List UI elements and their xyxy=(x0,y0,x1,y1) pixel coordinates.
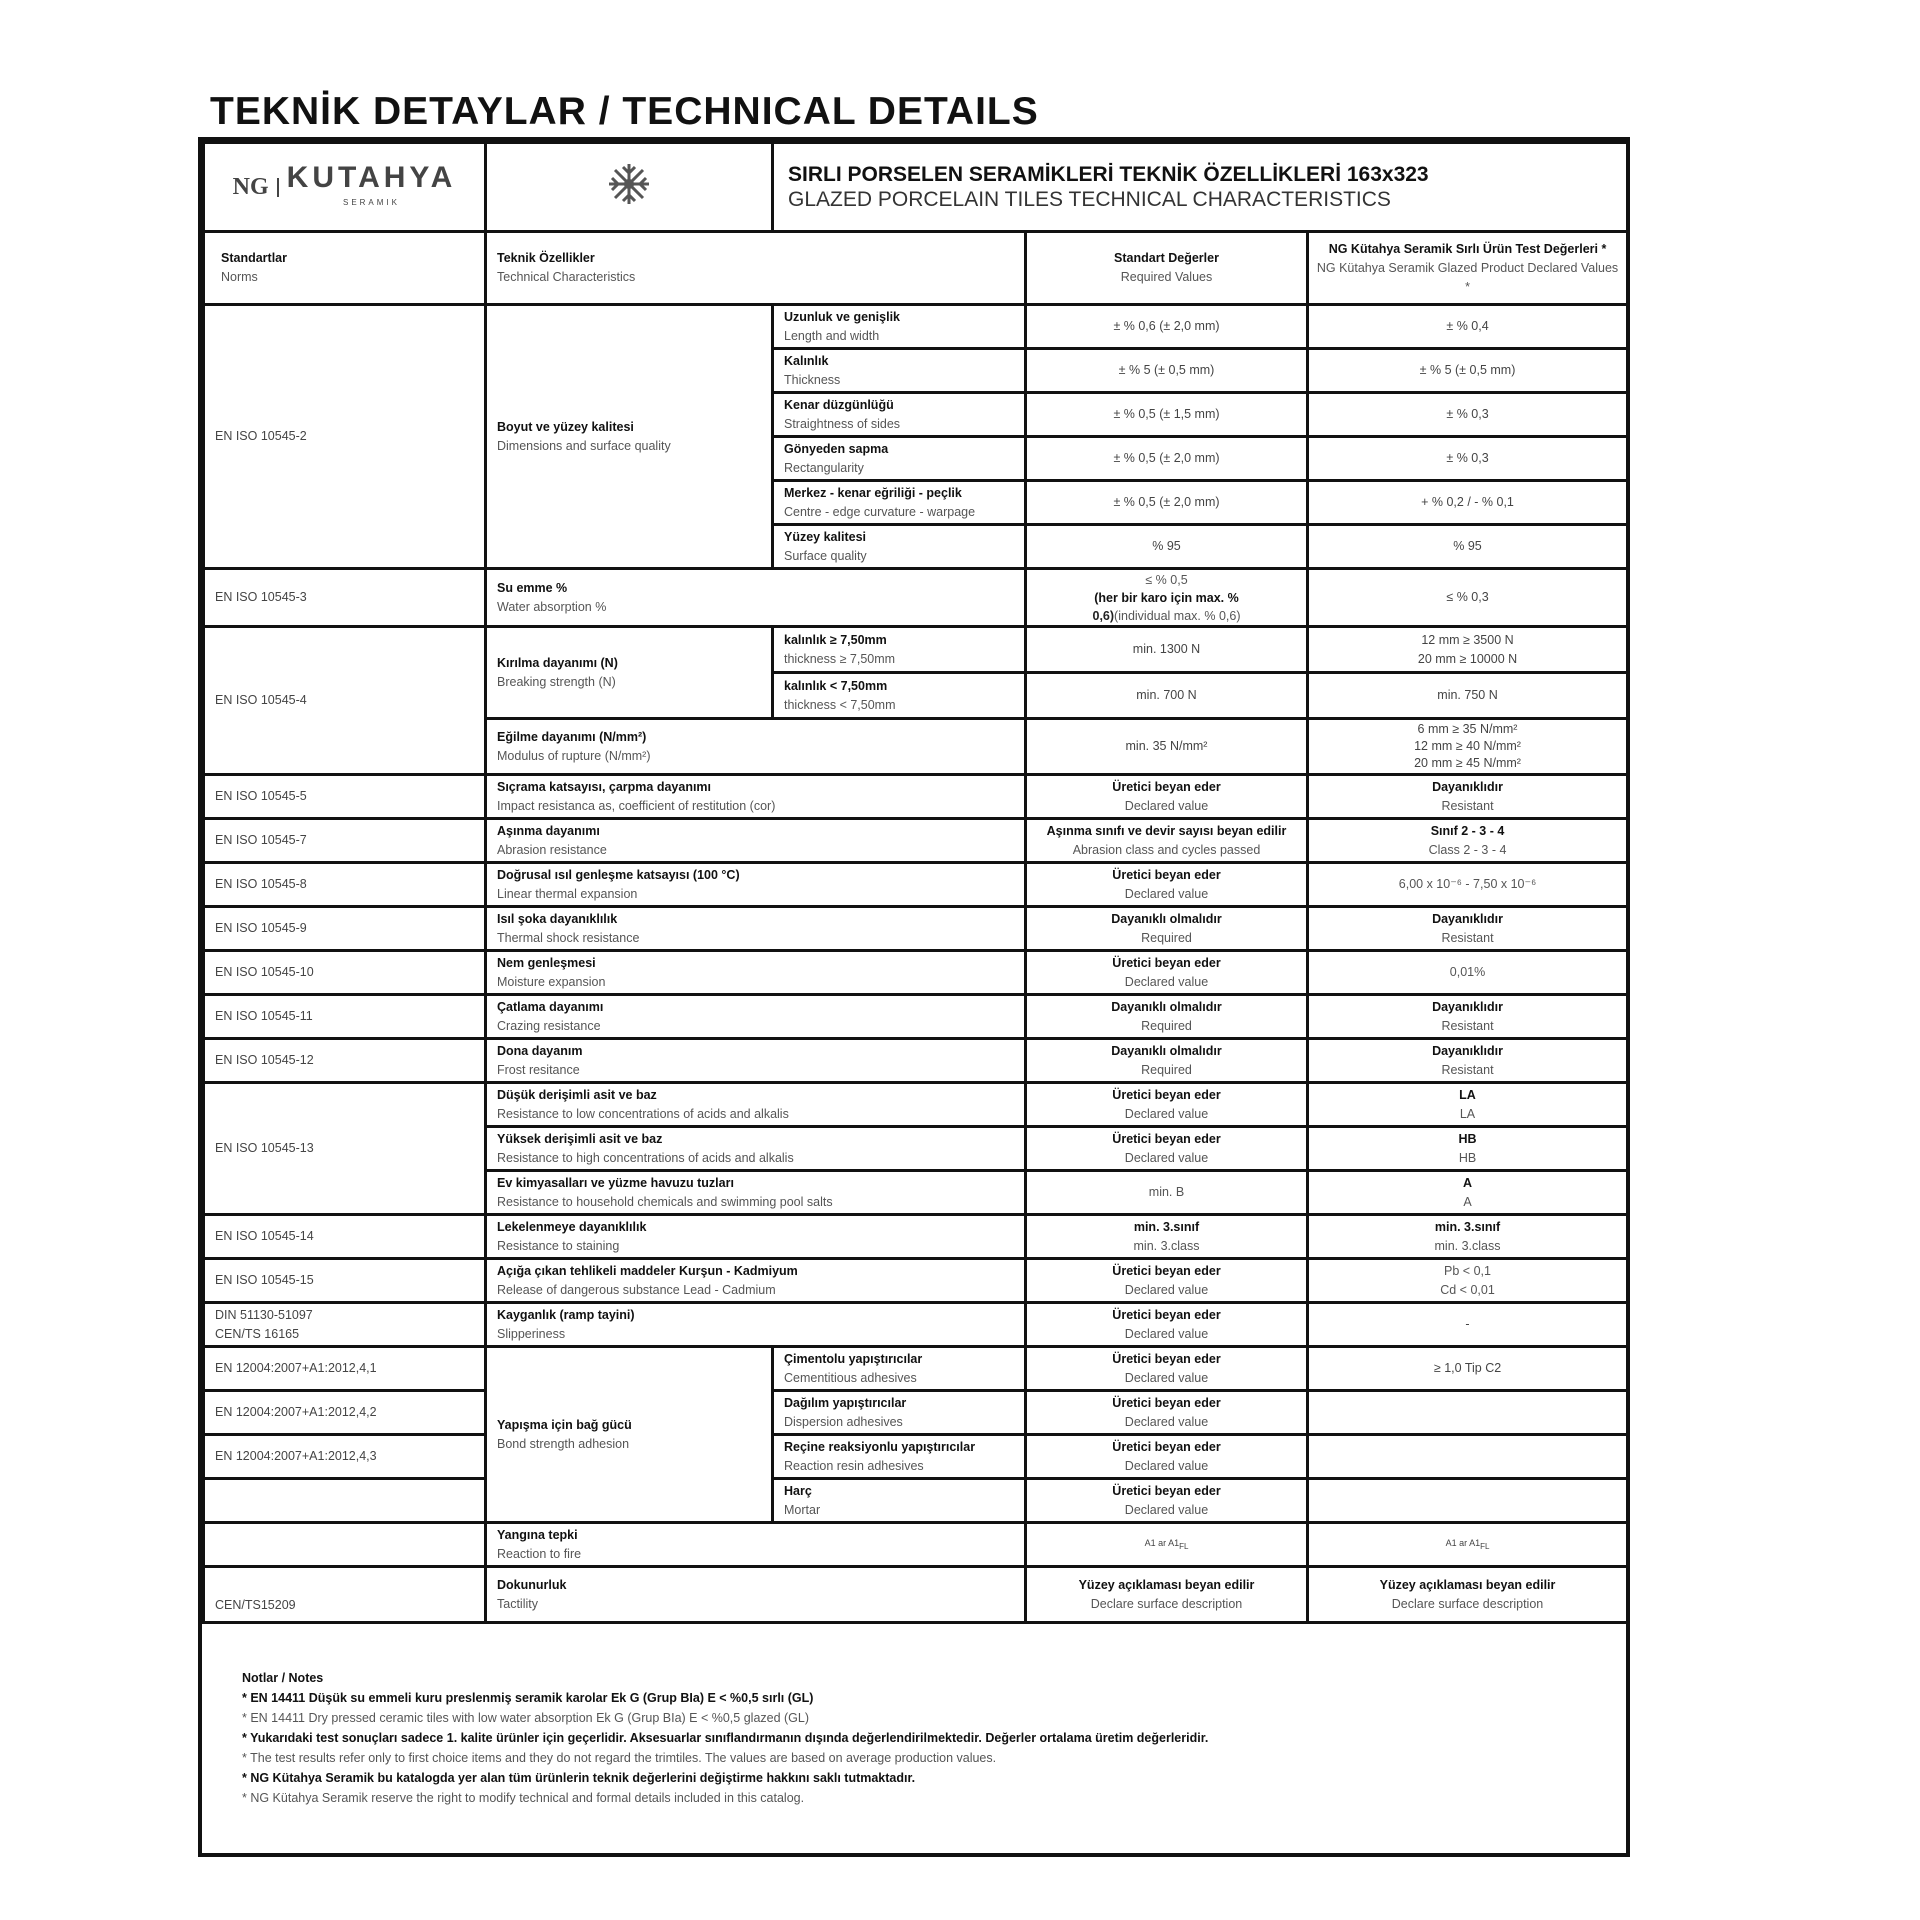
declared-value: A A xyxy=(1308,1171,1628,1215)
col-header-required: Standart Değerler Required Values xyxy=(1026,232,1308,305)
note-2-tr: * Yukarıdaki test sonuçları sadece 1. kalite ürünler için geçerlidir. Aksesuarlar sınıflandırmanın dışında değerlendirilmektedir. Değerler ortalama üretim değerleridir. xyxy=(242,1731,1209,1745)
required-value: Üretici beyan eder Declared value xyxy=(1026,863,1308,907)
declared-value: 0,01% xyxy=(1308,951,1628,995)
notes-section xyxy=(242,1668,1208,1808)
required-value: Dayanıklı olmalıdır Required xyxy=(1026,907,1308,951)
norm-cell: EN 12004:2007+A1:2012,4,1 xyxy=(204,1347,486,1391)
required-value: min. B xyxy=(1026,1171,1308,1215)
required-value: ± % 0,6 (± 2,0 mm) xyxy=(1026,305,1308,349)
declared-value: ≤ % 0,3 xyxy=(1308,569,1628,627)
property-cell: Dona dayanım Frost resitance xyxy=(486,1039,1026,1083)
property-cell: Aşınma dayanımı Abrasion resistance xyxy=(486,819,1026,863)
subproperty-cell: Yüzey kalitesi Surface quality xyxy=(773,525,1026,569)
required-value: min. 1300 N xyxy=(1026,627,1308,673)
col-header-technical: Teknik Özellikler Technical Characteristics xyxy=(486,232,1026,305)
subproperty-cell: kalınlık ≥ 7,50mm thickness ≥ 7,50mm xyxy=(773,627,1026,673)
required-value: Üretici beyan eder Declared value xyxy=(1026,951,1308,995)
table-row xyxy=(204,1435,1628,1479)
table-row xyxy=(204,569,1628,627)
norm-cell: EN ISO 10545-10 xyxy=(204,951,486,995)
declared-value: ± % 0,3 xyxy=(1308,437,1628,481)
table-head-row xyxy=(204,143,1628,232)
declared-value: % 95 xyxy=(1308,525,1628,569)
declared-value: 12 mm ≥ 3500 N 20 mm ≥ 10000 N xyxy=(1308,627,1628,673)
declared-value xyxy=(1308,1435,1628,1479)
note-1-en: * EN 14411 Dry pressed ceramic tiles with low water absorption Ek G (Grup BIa) E < %0,5 glazed (GL) xyxy=(242,1711,810,1725)
table-title-en: GLAZED PORCELAIN TILES TECHNICAL CHARACTERISTICS xyxy=(788,188,1391,211)
declared-value: Sınıf 2 - 3 - 4 Class 2 - 3 - 4 xyxy=(1308,819,1628,863)
norm-cell: EN ISO 10545-2 xyxy=(204,305,486,569)
table-row xyxy=(204,1567,1628,1623)
property-cell: Düşük derişimli asit ve baz Resistance to low concentrations of acids and alkalis xyxy=(486,1083,1026,1127)
norm-cell: EN ISO 10545-3 xyxy=(204,569,486,627)
declared-value: ± % 0,3 xyxy=(1308,393,1628,437)
property-cell: Doğrusal ısıl genleşme katsayısı (100 °C) Linear thermal expansion xyxy=(486,863,1026,907)
required-value: Üretici beyan eder Declared value xyxy=(1026,1259,1308,1303)
norm-cell: EN ISO 10545-4 xyxy=(204,627,486,775)
norm-cell: EN ISO 10545-7 xyxy=(204,819,486,863)
required-value: ± % 0,5 (± 2,0 mm) xyxy=(1026,481,1308,525)
declared-value: min. 3.sınıf min. 3.class xyxy=(1308,1215,1628,1259)
declared-value: Yüzey açıklaması beyan edilir Declare surface description xyxy=(1308,1567,1628,1623)
subproperty-cell: Uzunluk ve genişlik Length and width xyxy=(773,305,1026,349)
table-row xyxy=(204,819,1628,863)
table-row xyxy=(204,863,1628,907)
norm-cell: CEN/TS15209 xyxy=(204,1567,486,1623)
declared-value: LA LA xyxy=(1308,1083,1628,1127)
declared-value: - xyxy=(1308,1303,1628,1347)
subproperty-cell: Dağılım yapıştırıcılar Dispersion adhesives xyxy=(773,1391,1026,1435)
norm-cell: DIN 51130-51097 CEN/TS 16165 xyxy=(204,1303,486,1347)
required-value: Üretici beyan eder Declared value xyxy=(1026,1347,1308,1391)
declared-value: ± % 5 (± 0,5 mm) xyxy=(1308,349,1628,393)
subproperty-cell: Merkez - kenar eğriliği - peçlik Centre - edge curvature - warpage xyxy=(773,481,1026,525)
property-cell: Nem genleşmesi Moisture expansion xyxy=(486,951,1026,995)
required-value: ± % 0,5 (± 2,0 mm) xyxy=(1026,437,1308,481)
required-value: Yüzey açıklaması beyan edilir Declare surface description xyxy=(1026,1567,1308,1623)
required-value: Dayanıklı olmalıdır Required xyxy=(1026,1039,1308,1083)
table-row xyxy=(204,1479,1628,1523)
property-cell: Çatlama dayanımı Crazing resistance xyxy=(486,995,1026,1039)
required-value: min. 700 N xyxy=(1026,673,1308,719)
required-value: Üretici beyan eder Declared value xyxy=(1026,1435,1308,1479)
subproperty-cell: Reçine reaksiyonlu yapıştırıcılar Reaction resin adhesives xyxy=(773,1435,1026,1479)
required-value: Üretici beyan eder Declared value xyxy=(1026,1127,1308,1171)
brand-logo xyxy=(232,160,457,212)
declared-value: Dayanıklıdır Resistant xyxy=(1308,1039,1628,1083)
table-row xyxy=(204,305,1628,349)
subproperty-cell: Harç Mortar xyxy=(773,1479,1026,1523)
logo-ng: NG xyxy=(233,178,279,197)
declared-value: ± % 0,4 xyxy=(1308,305,1628,349)
declared-value: Dayanıklıdır Resistant xyxy=(1308,907,1628,951)
declared-value: A1 ar A1FL xyxy=(1308,1523,1628,1567)
required-value: Dayanıklı olmalıdır Required xyxy=(1026,995,1308,1039)
norm-cell: EN ISO 10545-15 xyxy=(204,1259,486,1303)
logo-sub: SERAMIK xyxy=(342,197,400,207)
technical-table xyxy=(202,141,1629,1624)
note-3-tr: * NG Kütahya Seramik bu katalogda yer alan tüm ürünlerin teknik değerlerini değiştirme hakkını saklı tutmaktadır. xyxy=(242,1771,916,1785)
column-header-row xyxy=(204,232,1628,305)
table-row xyxy=(204,1303,1628,1347)
property-cell: Isıl şoka dayanıklılık Thermal shock resistance xyxy=(486,907,1026,951)
required-value: ± % 0,5 (± 1,5 mm) xyxy=(1026,393,1308,437)
table-row xyxy=(204,951,1628,995)
declared-value: 6,00 x 10⁻⁶ - 7,50 x 10⁻⁶ xyxy=(1308,863,1628,907)
norm-cell: EN 12004:2007+A1:2012,4,3 xyxy=(204,1435,486,1479)
declared-value: Dayanıklıdır Resistant xyxy=(1308,775,1628,819)
property-cell: Yapışma için bağ gücü Bond strength adhesion xyxy=(486,1347,773,1523)
property-cell: Lekelenmeye dayanıklılık Resistance to staining xyxy=(486,1215,1026,1259)
table-row xyxy=(204,995,1628,1039)
col-header-declared: NG Kütahya Seramik Sırlı Ürün Test Değerleri * NG Kütahya Seramik Glazed Product Declared Values * xyxy=(1308,232,1628,305)
declared-value xyxy=(1308,1391,1628,1435)
logo-brand: KUTAHYA xyxy=(286,160,457,194)
property-cell: Sıçrama katsayısı, çarpma dayanımı Impact resistanca as, coefficient of restitution (cor) xyxy=(486,775,1026,819)
table-row xyxy=(204,1391,1628,1435)
declared-value: 6 mm ≥ 35 N/mm² 12 mm ≥ 40 N/mm² 20 mm ≥ 45 N/mm² xyxy=(1308,719,1628,775)
required-value: Üretici beyan eder Declared value xyxy=(1026,1479,1308,1523)
declared-value: + % 0,2 / - % 0,1 xyxy=(1308,481,1628,525)
subproperty-cell: kalınlık < 7,50mm thickness < 7,50mm xyxy=(773,673,1026,719)
property-cell: Açığa çıkan tehlikeli maddeler Kurşun - Kadmiyum Release of dangerous substance Lead - Cadmium xyxy=(486,1259,1026,1303)
declared-value: Dayanıklıdır Resistant xyxy=(1308,995,1628,1039)
required-value: min. 35 N/mm² xyxy=(1026,719,1308,775)
subproperty-cell: Kalınlık Thickness xyxy=(773,349,1026,393)
property-cell: Kırılma dayanımı (N) Breaking strength (N) xyxy=(486,627,773,719)
declared-value: Pb < 0,1 Cd < 0,01 xyxy=(1308,1259,1628,1303)
required-value: % 95 xyxy=(1026,525,1308,569)
subproperty-cell: Kenar düzgünlüğü Straightness of sides xyxy=(773,393,1026,437)
required-value: Üretici beyan eder Declared value xyxy=(1026,1083,1308,1127)
col-header-norms: Standartlar Norms xyxy=(204,232,486,305)
table-row xyxy=(204,1347,1628,1391)
table-row xyxy=(204,775,1628,819)
table-title-tr: SIRLI PORSELEN SERAMİKLERİ TEKNİK ÖZELLİKLERİ 163x323 xyxy=(788,163,1429,186)
property-cell: Yangına tepki Reaction to fire xyxy=(486,1523,1026,1567)
notes-title: Notlar / Notes xyxy=(242,1671,324,1685)
snowflake-icon xyxy=(606,161,652,207)
norm-cell: EN ISO 10545-11 xyxy=(204,995,486,1039)
norm-cell: EN 12004:2007+A1:2012,4,2 xyxy=(204,1391,486,1435)
table-row xyxy=(204,1259,1628,1303)
required-value: Üretici beyan eder Declared value xyxy=(1026,775,1308,819)
technical-table-frame xyxy=(198,137,1630,1857)
table-row xyxy=(204,627,1628,673)
table-row xyxy=(204,1083,1628,1127)
declared-value: ≥ 1,0 Tip C2 xyxy=(1308,1347,1628,1391)
norm-cell: EN ISO 10545-12 xyxy=(204,1039,486,1083)
property-cell: Dokunurluk Tactility xyxy=(486,1567,1026,1623)
required-value: ± % 5 (± 0,5 mm) xyxy=(1026,349,1308,393)
declared-value: HB HB xyxy=(1308,1127,1628,1171)
required-value: ≤ % 0,5 (her bir karo için max. % 0,6)(individual max. % 0,6) xyxy=(1026,569,1308,627)
table-row xyxy=(204,1039,1628,1083)
property-cell: Ev kimyasalları ve yüzme havuzu tuzları Resistance to household chemicals and swimming pool salts xyxy=(486,1171,1026,1215)
norm-cell: EN ISO 10545-14 xyxy=(204,1215,486,1259)
property-cell: Boyut ve yüzey kalitesi Dimensions and surface quality xyxy=(486,305,773,569)
table-row xyxy=(204,1523,1628,1567)
property-cell: Yüksek derişimli asit ve baz Resistance to high concentrations of acids and alkalis xyxy=(486,1127,1026,1171)
norm-cell: EN ISO 10545-13 xyxy=(204,1083,486,1215)
table-row xyxy=(204,907,1628,951)
norm-cell: EN ISO 10545-8 xyxy=(204,863,486,907)
norm-cell xyxy=(204,1523,486,1567)
logo-cell xyxy=(204,143,486,232)
note-2-en: * The test results refer only to first choice items and they do not regard the trimtiles. The values are based on average production values. xyxy=(242,1751,997,1765)
required-value: Aşınma sınıfı ve devir sayısı beyan edilir Abrasion class and cycles passed xyxy=(1026,819,1308,863)
required-value: A1 ar A1FL xyxy=(1026,1523,1308,1567)
table-row xyxy=(204,1215,1628,1259)
property-cell: Su emme % Water absorption % xyxy=(486,569,1026,627)
subproperty-cell: Çimentolu yapıştırıcılar Cementitious adhesives xyxy=(773,1347,1026,1391)
subproperty-cell: Gönyeden sapma Rectangularity xyxy=(773,437,1026,481)
property-cell: Kayganlık (ramp tayini) Slipperiness xyxy=(486,1303,1026,1347)
note-3-en: * NG Kütahya Seramik reserve the right to modify technical and formal details included in this catalog. xyxy=(242,1791,805,1805)
norm-cell: EN ISO 10545-5 xyxy=(204,775,486,819)
note-1-tr: * EN 14411 Düşük su emmeli kuru preslenmiş seramik karolar Ek G (Grup BIa) E < %0,5 sırlı (GL) xyxy=(242,1691,814,1705)
declared-value: min. 750 N xyxy=(1308,673,1628,719)
required-value: Üretici beyan eder Declared value xyxy=(1026,1303,1308,1347)
table-title-cell xyxy=(773,143,1628,232)
norm-cell: EN ISO 10545-9 xyxy=(204,907,486,951)
declared-value xyxy=(1308,1479,1628,1523)
required-value: Üretici beyan eder Declared value xyxy=(1026,1391,1308,1435)
icon-cell xyxy=(486,143,773,232)
page-title: TEKNİK DETAYLAR / TECHNICAL DETAILS xyxy=(210,90,1039,133)
required-value: min. 3.sınıf min. 3.class xyxy=(1026,1215,1308,1259)
norm-cell xyxy=(204,1479,486,1523)
property-cell: Eğilme dayanımı (N/mm²) Modulus of rupture (N/mm²) xyxy=(486,719,1026,775)
